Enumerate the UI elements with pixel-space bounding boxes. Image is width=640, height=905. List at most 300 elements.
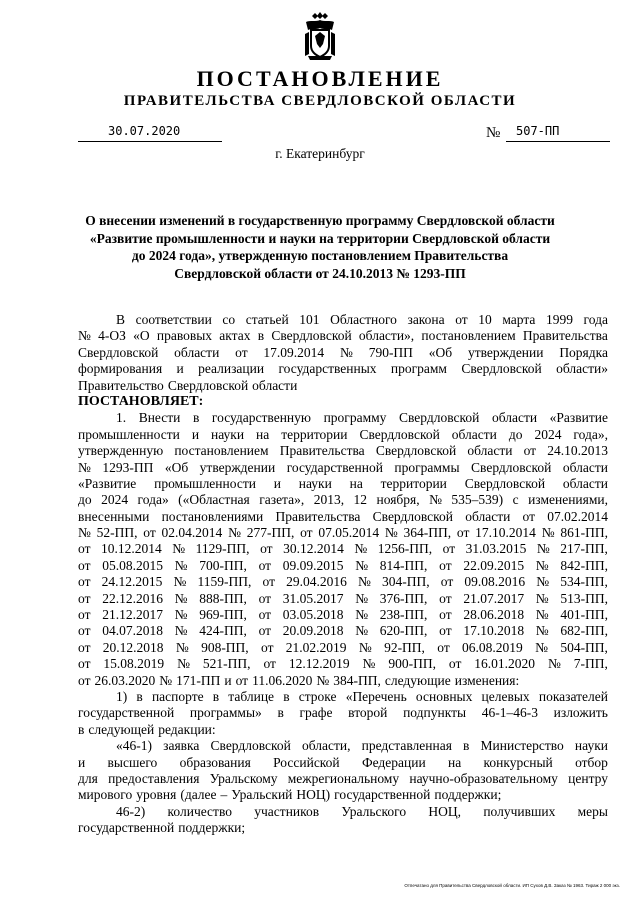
body-word: области — [252, 377, 298, 393]
body-word: от — [78, 607, 91, 623]
body-word: в — [463, 738, 470, 754]
body-word: 217-ПП, — [560, 541, 608, 557]
body-word: от — [300, 525, 313, 541]
body-word: Свердловской — [461, 361, 542, 377]
body-word: науки — [574, 738, 608, 754]
body-word: области — [451, 426, 497, 442]
body-word: на — [448, 754, 462, 770]
body-word: мирового — [78, 787, 133, 803]
body-word: государственную — [211, 410, 311, 426]
body-word: ПОСТАНОВЛЯЕТ: — [78, 393, 204, 409]
body-word: 842-ПП, — [560, 557, 608, 573]
body-word: № — [429, 492, 442, 508]
body-word: № — [535, 557, 549, 573]
body-word: 03.05.2018 — [282, 607, 344, 623]
body-word: области — [491, 410, 538, 426]
body-word: Уральского — [341, 803, 407, 819]
body-word: Правительства — [522, 328, 608, 344]
body-word: образования — [179, 754, 251, 770]
date-line — [78, 125, 222, 142]
body-word: от — [235, 344, 248, 360]
body-word: от — [442, 541, 456, 557]
body-word: программы — [394, 459, 460, 475]
body-word: от — [258, 623, 272, 639]
body-word: реализации — [198, 361, 265, 377]
body-word: подпункты — [403, 705, 467, 721]
body-word: от — [78, 656, 91, 672]
body-word: Областного — [330, 312, 397, 327]
body-word: 171-ПП — [176, 672, 221, 688]
body-word: 304-ПП, — [382, 574, 430, 590]
document-title — [80, 212, 560, 282]
body-word: Внести — [138, 410, 181, 426]
body-word: до — [78, 492, 92, 508]
body-line — [78, 722, 608, 738]
body-word: № — [354, 541, 368, 557]
body-word: 513-ПП, — [560, 590, 608, 606]
body-line — [78, 623, 608, 639]
body-word: № — [78, 525, 91, 541]
body-line — [78, 443, 608, 459]
body-word: соответствии — [135, 312, 212, 327]
body-word: 92-ПП, — [384, 639, 425, 655]
body-line — [78, 394, 608, 410]
body-word: таблице — [228, 688, 275, 704]
body-word: заявка — [163, 738, 200, 754]
body-word: уровня — [136, 787, 177, 803]
body-word: государственной — [78, 820, 175, 836]
body-word: программы» — [189, 705, 262, 721]
body-word: 16.01.2020 — [474, 656, 536, 672]
body-word: 521-ПП, — [202, 656, 251, 672]
body-word: программу — [323, 410, 387, 426]
body-word: 12 — [353, 492, 368, 508]
body-word: № — [78, 459, 91, 475]
body-word: 790-ПП — [368, 344, 413, 360]
body-word: основных — [415, 688, 473, 704]
document-number: 507-ПП — [516, 124, 560, 138]
body-word: со — [222, 312, 236, 327]
body-word: области, — [302, 738, 351, 754]
body-word: Уральский — [231, 787, 293, 803]
coat-of-arms-icon — [302, 10, 338, 62]
body-word: 1256-ПП, — [377, 541, 433, 557]
body-word: 1) — [116, 688, 128, 704]
body-word: № — [535, 590, 549, 606]
body-word: следующей — [88, 721, 155, 737]
body-line — [78, 312, 608, 328]
body-word: 24.12.2015 — [101, 574, 163, 590]
body-word: 364-ПП, — [403, 525, 452, 541]
body-word: 29.04.2016 — [286, 574, 347, 590]
body-word: поддержки; — [434, 787, 502, 803]
body-word: показателей — [538, 688, 608, 704]
body-word: 07.02.2014 — [547, 508, 608, 524]
body-word: 238-ПП, — [379, 607, 428, 623]
body-word: № — [159, 672, 173, 688]
body-word: 22.12.2016 — [102, 590, 163, 606]
body-word: 682-ПП, — [560, 623, 608, 639]
body-word: Свердловской — [271, 328, 352, 344]
body-word: «Об — [164, 459, 189, 475]
title-line: «Развитие промышленности и науки на территории Свердловской области — [89, 230, 551, 246]
title-line: О внесении изменений в государственную программу Свердловской области — [85, 213, 555, 228]
body-word: внесенными — [78, 508, 150, 524]
body-word: Свердловской — [399, 410, 480, 426]
body-word: предоставления — [108, 770, 200, 786]
body-word: 401-ПП, — [560, 607, 608, 623]
body-word: в — [192, 410, 200, 426]
body-line — [78, 820, 608, 836]
body-word: 06.08.2019 — [462, 639, 523, 655]
body-line — [78, 361, 608, 377]
body-word: 101 — [299, 312, 320, 327]
body-word: Российской — [273, 754, 340, 770]
body-word: для — [78, 770, 98, 786]
body-word: № — [355, 590, 369, 606]
body-line — [78, 460, 608, 476]
body-word: Свердловской — [464, 475, 546, 491]
body-word: от — [78, 557, 91, 573]
body-word: меры — [577, 803, 608, 819]
body-word: № — [536, 574, 550, 590]
body-word: межрегиональному — [287, 770, 400, 786]
body-word: в — [257, 328, 265, 344]
body-word: 11.06.2020 — [252, 672, 313, 688]
body-word: целевых — [481, 688, 530, 704]
body-word: 21.07.2017 — [463, 590, 525, 606]
body-word: постановлениями — [161, 508, 264, 524]
body-word: 20.12.2018 — [102, 639, 164, 655]
body-line — [78, 591, 608, 607]
body-word: до — [508, 426, 523, 442]
body-word: постановлением — [174, 443, 269, 459]
body-word: от — [439, 557, 452, 573]
body-word: 17.09.2014 — [263, 344, 325, 360]
body-word: 4-ОЗ — [98, 328, 126, 344]
body-line — [78, 771, 608, 787]
body-word: Свердловской — [372, 508, 453, 524]
body-word: 861-ПП, — [560, 525, 608, 541]
number-label: № — [486, 125, 501, 141]
body-word: строке — [298, 688, 337, 704]
body-word: изменения: — [454, 672, 520, 688]
body-word: программ — [390, 361, 447, 377]
body-word: 1999 — [545, 312, 573, 327]
body-word: 46-2) — [116, 803, 146, 819]
body-word: 52-ПП, — [96, 525, 138, 541]
body-word: 535–539) — [451, 492, 504, 508]
body-word: 2024 — [101, 492, 129, 508]
body-word: на — [349, 475, 363, 491]
body-line — [78, 689, 608, 705]
body-word: 888-ПП, — [199, 590, 247, 606]
body-word: – — [220, 787, 228, 803]
body-line — [78, 378, 608, 394]
body-word: с — [512, 492, 519, 508]
body-word: 04.07.2018 — [102, 623, 163, 639]
body-word: № — [362, 656, 376, 672]
issuing-authority: ПРАВИТЕЛЬСТВА СВЕРДЛОВСКОЙ ОБЛАСТИ — [123, 93, 517, 109]
body-line — [78, 656, 608, 672]
body-word: 15.08.2019 — [103, 656, 165, 672]
body-word: 09.08.2016 — [464, 574, 526, 590]
body-word: года» — [137, 492, 169, 508]
body-word: от — [258, 557, 272, 573]
body-word: 814-ПП, — [379, 557, 428, 573]
body-line — [78, 558, 608, 574]
body-word: изложить — [553, 705, 608, 721]
body-word: Порядка — [559, 344, 608, 360]
body-word: 30.12.2014 — [283, 541, 344, 557]
body-word: № — [535, 639, 548, 655]
body-word: № — [174, 623, 188, 639]
body-word: № — [339, 344, 353, 360]
body-word: в — [283, 688, 290, 704]
body-word: следующие — [384, 672, 451, 688]
body-word: области» — [556, 361, 608, 377]
body-word: 46-1–46-3 — [481, 705, 538, 721]
body-word: 2013, — [313, 492, 345, 508]
body-word: от — [78, 590, 91, 606]
body-word: от — [78, 541, 91, 557]
body-word: № — [174, 557, 188, 573]
body-word: НОЦ) — [296, 787, 331, 803]
body-word: 09.09.2015 — [282, 557, 344, 573]
body-line — [78, 755, 608, 771]
title-line: Свердловской области от 24.10.2013 № 1293-ПП — [174, 265, 466, 281]
body-line — [78, 328, 608, 344]
body-word: паспорте — [151, 688, 204, 704]
body-word: от — [143, 525, 156, 541]
body-word: марта — [502, 312, 536, 327]
body-word: территории — [281, 426, 348, 442]
body-word: № — [316, 672, 330, 688]
body-word: 17.10.2018 — [463, 623, 525, 639]
body-word: 700-ПП, — [199, 557, 247, 573]
body-word: от — [78, 672, 91, 688]
body-word: («Областная — [178, 492, 250, 508]
body-word: утверждении — [199, 459, 276, 475]
body-line — [78, 673, 608, 689]
body-word: области — [465, 508, 511, 524]
body-word: 31.03.2015 — [465, 541, 527, 557]
body-word: «Перечень — [345, 688, 407, 704]
body-word: Уральскому — [209, 770, 278, 786]
document-date: 30.07.2020 — [108, 124, 181, 138]
body-word: Свердловской — [471, 459, 552, 475]
body-word: конкурсный — [483, 754, 553, 770]
body-word: в — [212, 688, 220, 704]
body-word: количество — [167, 803, 232, 819]
body-word: редакции: — [158, 721, 216, 737]
body-word: 10 — [478, 312, 492, 327]
body-line — [78, 705, 608, 721]
body-word: формирования — [78, 361, 163, 377]
body-word: № — [535, 607, 549, 623]
title-line: до 2024 года», утвержденную постановлением Правительства — [131, 248, 509, 263]
body-word: 424-ПП, — [199, 623, 247, 639]
number-line — [506, 125, 610, 142]
body-word: № — [355, 607, 369, 623]
body-word: ноября, — [376, 492, 420, 508]
body-line — [78, 410, 608, 426]
body-word: 1. — [116, 410, 127, 426]
body-word: представленная — [361, 738, 452, 754]
body-word: 504-ПП, — [560, 639, 608, 655]
body-line — [78, 574, 608, 590]
body-word: № — [172, 541, 186, 557]
body-word: от — [258, 590, 272, 606]
body-word: 20.09.2018 — [282, 623, 344, 639]
body-word: 7-ПП, — [573, 656, 608, 672]
body-word: постановлением — [421, 328, 516, 344]
body-line — [78, 509, 608, 525]
body-word: и — [78, 754, 86, 770]
body-word: № — [175, 639, 189, 655]
body-word: 31.05.2017 — [282, 590, 344, 606]
body-word: от — [523, 443, 537, 459]
body-word: 2024 — [534, 426, 562, 442]
body-word: 21.02.2019 — [285, 639, 347, 655]
body-word: 10.12.2014 — [101, 541, 162, 557]
body-word: 24.10.2013 — [547, 443, 608, 459]
body-word: «О — [133, 328, 150, 344]
body-word: 07.05.2014 — [318, 525, 380, 541]
body-word: и — [191, 426, 200, 442]
body-word: № — [358, 639, 372, 655]
body-word: Свердловской — [167, 377, 249, 393]
body-word: от — [455, 312, 468, 327]
body-word: № — [174, 607, 188, 623]
body-word: В — [116, 312, 126, 327]
body-word: научно-образовательному — [409, 770, 558, 786]
body-word: и — [224, 672, 232, 688]
body-word: года — [583, 312, 608, 327]
body-word: в — [277, 705, 284, 721]
body-word: от — [439, 623, 452, 639]
body-word: № — [177, 656, 190, 672]
body-word: актах — [219, 328, 251, 344]
body-word: от — [448, 656, 462, 672]
body-word: 384-ПП, — [333, 672, 381, 688]
body-word: 1129-ПП, — [195, 541, 250, 557]
body-word: (далее — [180, 787, 217, 803]
body-word: утверждении — [467, 344, 544, 360]
document-body — [78, 312, 608, 837]
body-line — [78, 804, 608, 820]
body-word: государственной — [286, 459, 383, 475]
body-word: от — [439, 607, 452, 623]
body-line — [78, 525, 608, 541]
body-word: на — [256, 426, 270, 442]
body-word: центру — [568, 770, 608, 786]
body-line — [78, 476, 608, 492]
body-word: государственной — [78, 705, 175, 721]
body-word: «Развитие — [549, 410, 608, 426]
body-word: поддержки; — [178, 820, 246, 836]
body-line — [78, 787, 608, 803]
body-word: от — [456, 525, 470, 541]
body-word: получивших — [483, 803, 556, 819]
body-word: государственной — [334, 787, 431, 803]
body-word: от — [261, 639, 274, 655]
body-line — [78, 492, 608, 508]
body-word: 21.12.2017 — [102, 607, 163, 623]
body-word: 534-ПП, — [560, 574, 608, 590]
body-word: области — [174, 344, 220, 360]
body-line — [78, 541, 608, 557]
body-word: в — [136, 688, 143, 704]
body-word: отбор — [575, 754, 608, 770]
body-word: области», — [358, 328, 415, 344]
body-word: № — [174, 590, 188, 606]
body-word: закона — [407, 312, 445, 327]
body-word: № — [357, 574, 371, 590]
city: г. Екатеринбург — [275, 146, 365, 161]
body-word: от — [258, 607, 272, 623]
body-word: науки — [211, 426, 245, 442]
body-word: 277-ПП, — [246, 525, 295, 541]
body-word: и — [273, 475, 281, 491]
body-line — [78, 345, 608, 361]
body-word: 1293-ПП — [102, 459, 154, 475]
body-word: области — [467, 443, 513, 459]
body-word: науки — [298, 475, 332, 491]
body-word: государственных — [278, 361, 377, 377]
body-word: промышленности — [154, 475, 256, 491]
body-word: статьей — [245, 312, 289, 327]
body-word: от — [437, 639, 450, 655]
body-word: Правительства — [279, 443, 365, 459]
body-line — [78, 607, 608, 623]
body-word: от — [78, 574, 91, 590]
body-word: № — [355, 557, 369, 573]
body-word: «46-1) — [116, 738, 152, 754]
body-word: № — [228, 525, 241, 541]
body-word: 908-ПП, — [201, 639, 249, 655]
body-word: высшего — [107, 754, 158, 770]
body-word: Свердловской — [78, 344, 159, 360]
body-word: 17.10.2014 — [475, 525, 536, 541]
body-word: и — [176, 361, 184, 377]
body-word: утвержденную — [78, 443, 164, 459]
body-word: 900-ПП, — [388, 656, 436, 672]
body-word: № — [541, 525, 555, 541]
body-word: области — [562, 475, 608, 491]
body-word: Свердловской — [375, 443, 457, 459]
body-word: 26.03.2020 — [94, 672, 156, 688]
body-word: от — [262, 574, 275, 590]
body-word: № — [355, 623, 369, 639]
body-word: № — [535, 623, 549, 639]
body-word: 28.06.2018 — [463, 607, 525, 623]
body-word: территории — [380, 475, 447, 491]
body-word: № — [536, 541, 550, 557]
body-word: газета», — [259, 492, 305, 508]
body-word: Свердловской — [210, 738, 291, 754]
body-word: 620-ПП, — [379, 623, 428, 639]
body-word: 969-ПП, — [199, 607, 247, 623]
body-word: участников — [254, 803, 320, 819]
body-word: от — [440, 574, 454, 590]
body-word: 22.09.2015 — [463, 557, 525, 573]
body-word: 05.08.2015 — [102, 557, 163, 573]
print-imprint: Отпечатано для Правительства Свердловской области. ИП Сухов Д.В. Заказ № 1963. Тираж 2 000 экз. — [404, 883, 620, 888]
body-word: № — [384, 525, 398, 541]
body-word: НОЦ, — [428, 803, 462, 819]
body-word: от — [78, 623, 91, 639]
